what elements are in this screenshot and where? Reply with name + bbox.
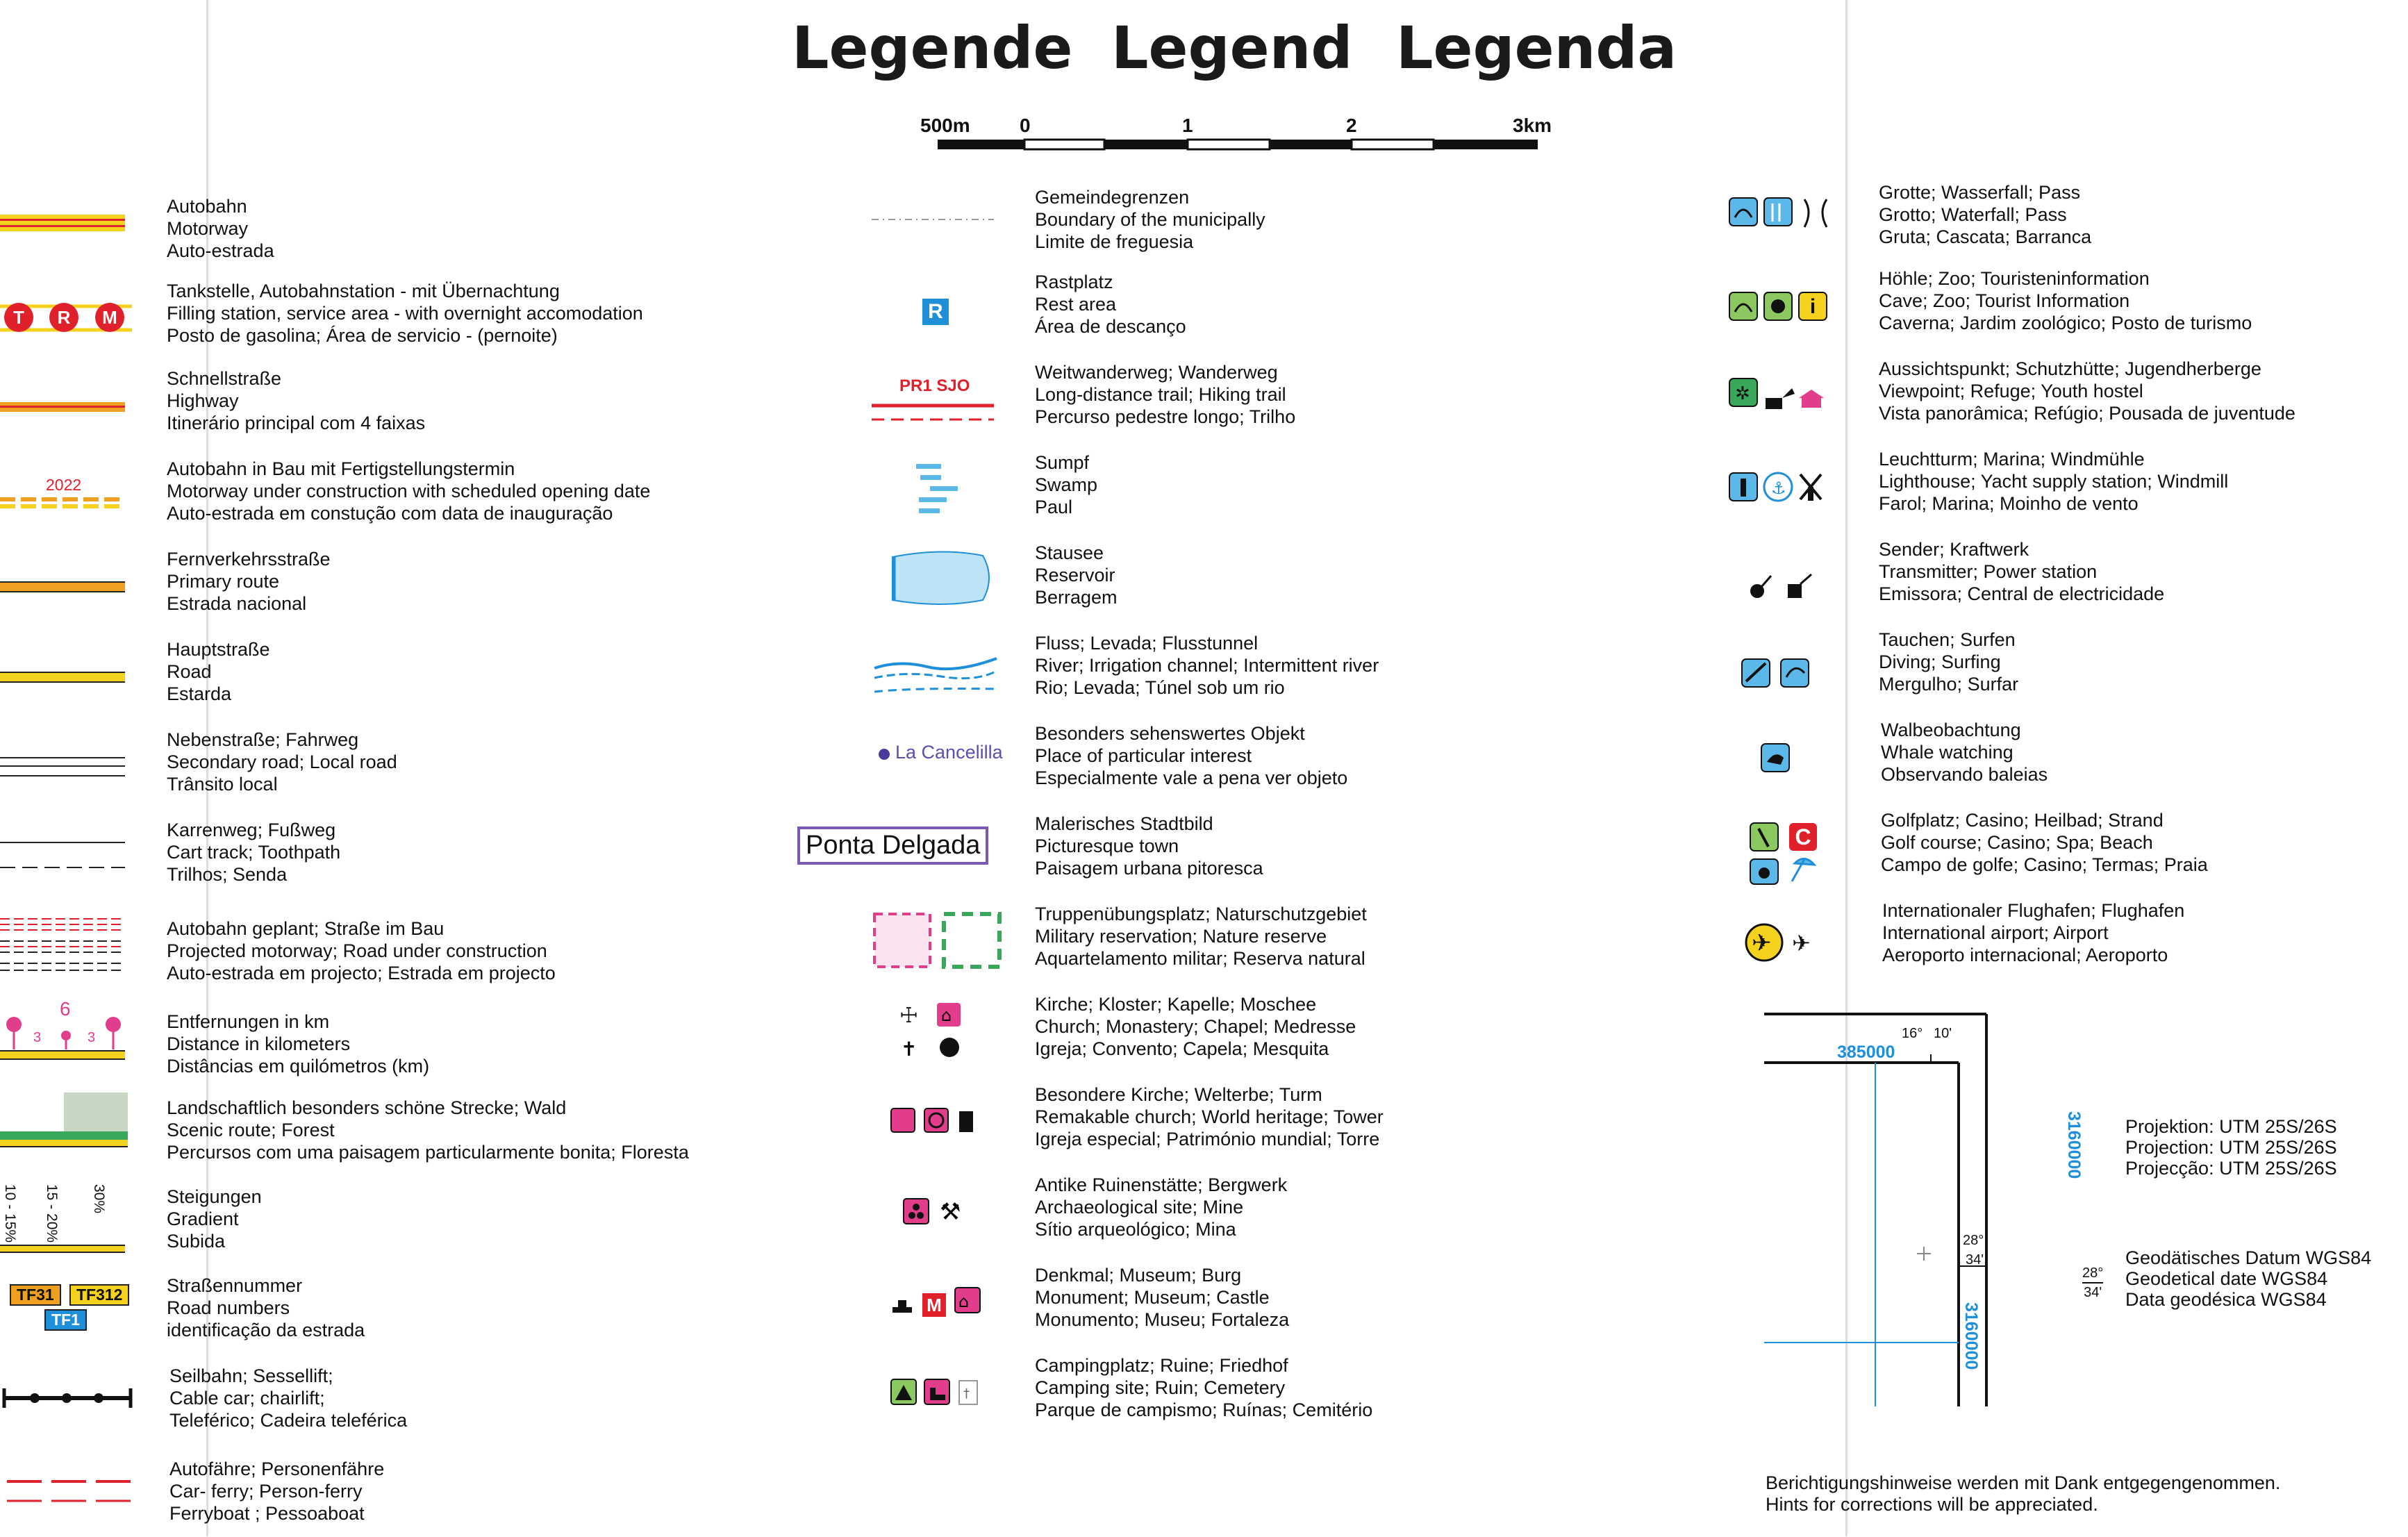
legend-text-en: Cart track; Toothpath (167, 842, 341, 863)
ferry-line-symbol (0, 1448, 135, 1524)
svg-text:☩: ☩ (899, 1004, 918, 1028)
legend-text-pt: identificação da estrada (167, 1320, 365, 1340)
legend-text-pt: Vista panorâmica; Refúgio; Pousada de juventude (1879, 403, 2295, 424)
legend-text-de: Besondere Kirche; Welterbe; Turm (1035, 1084, 1322, 1105)
projection-en: Projection: UTM 25S/26S (2125, 1137, 2337, 1158)
legend-row-golf (1716, 809, 2403, 898)
legend-text-pt: Auto-estrada (167, 240, 274, 261)
legend-text-pt: Estarda (167, 683, 232, 704)
legend-text-de: Tankstelle, Autobahnstation - mit Übernachtung (167, 281, 560, 301)
legend-text-de: Karrenweg; Fußweg (167, 820, 336, 840)
datum-en: Geodetical date WGS84 (2125, 1268, 2328, 1289)
legend-row-motorway-construction (0, 455, 799, 544)
legend-text-en: Long-distance trail; Hiking trail (1035, 384, 1286, 405)
diving-surfing-icons (1716, 629, 1841, 705)
legend-text-en: Cable car; chairlift; (169, 1388, 325, 1409)
boundary-line-symbol (872, 181, 997, 257)
legend-text-en: Swamp (1035, 474, 1098, 495)
reserve-areas-symbol (872, 903, 1011, 979)
legend-text-pt: Área de descanço (1035, 316, 1186, 337)
legend-text-pt: Sítio arqueológico; Mina (1035, 1219, 1236, 1240)
cable-car-symbol (0, 1358, 135, 1434)
legend-text-pt: Itinerário principal com 4 faixas (167, 413, 426, 433)
legend-text-pt: Posto de gasolina; Área de servicio - (pernoite) (167, 325, 558, 346)
river-symbol (872, 632, 1004, 708)
legend-text-en: Place of particular interest (1035, 745, 1252, 766)
legend-row-secondary-road (0, 726, 799, 815)
grid-longitude (1902, 1026, 1923, 1042)
legend-text-pt: Auto-estrada em projecto; Estrada em projecto (167, 963, 556, 983)
motorway-line-symbol (0, 184, 128, 260)
legend-row-grotto (1716, 177, 2403, 266)
legend-text-pt: Monumento; Museu; Fortaleza (1035, 1309, 1290, 1330)
title-portuguese: Legenda (1396, 14, 1677, 82)
legend-text-pt: Teleférico; Cadeira teleférica (169, 1410, 408, 1431)
camping-ruin-cemetery-icons (886, 1354, 997, 1431)
projected-motorway-symbol (0, 906, 128, 983)
legend-text-de: Rastplatz (1035, 272, 1113, 292)
legend-text-de: Autobahn in Bau mit Fertigstellungstermin (167, 458, 515, 479)
place-dot-icon (879, 749, 890, 760)
legend-text-de: Campingplatz; Ruine; Friedhof (1035, 1355, 1288, 1376)
svg-text:⚒: ⚒ (940, 1198, 961, 1226)
legend-text-pt: Campo de golfe; Casino; Termas; Praia (1881, 854, 2208, 875)
legend-text-pt: Trânsito local (167, 774, 278, 795)
legend-text-de: Nebenstraße; Fahrweg (167, 729, 359, 750)
legend-row-motorway (0, 184, 799, 273)
legend-text-de: Sumpf (1035, 452, 1090, 473)
legend-row-viewpoint (1716, 358, 2403, 447)
legend-text-de: Gemeindegrenzen (1035, 187, 1190, 208)
rest-area-icon: R (922, 299, 949, 325)
legend-text-de: Besonders sehenswertes Objekt (1035, 723, 1305, 744)
legend-text-en: Grotto; Waterfall; Pass (1879, 204, 2067, 225)
whale-icon (1716, 719, 1841, 795)
legend-row-whale-watching (1716, 719, 2403, 808)
legend-text-pt: Caverna; Jardim zoológico; Posto de turismo (1879, 313, 2252, 333)
legend-text-pt: Paisagem urbana pitoresca (1035, 858, 1263, 879)
latitude-degrees: 28° (1963, 1233, 1984, 1248)
legend-row-scenic-route (0, 1087, 799, 1176)
legend-text-pt: Aeroporto internacional; Aeroporto (1882, 945, 2168, 965)
legend-row-camping (795, 1354, 1497, 1443)
construction-line-symbol (0, 462, 128, 538)
legend-text-de: Walbeobachtung (1881, 720, 2021, 740)
legend-text-pt: Ferryboat ; Pessoaboat (169, 1503, 365, 1524)
middle-legend-column (795, 174, 1497, 1535)
reservoir-symbol (886, 542, 997, 618)
legend-text-pt: Trilhos; Senda (167, 864, 288, 885)
longitude-minutes: 10' (1934, 1026, 1952, 1041)
legend-text-en: Lighthouse; Yacht supply station; Windmill (1879, 471, 2229, 492)
legend-text-de: Aussichtspunkt; Schutzhütte; Jugendherberge (1879, 358, 2261, 379)
legend-row-rest-area (795, 271, 1497, 360)
legend-text-pt: Auto-estrada em constução com data de inauguração (167, 503, 613, 524)
legend-text-de: Golfplatz; Casino; Heilbad; Strand (1881, 810, 2164, 831)
corrections-note (1766, 1472, 2280, 1515)
datum-info (2125, 1247, 2371, 1310)
legend-text-de: Seilbahn; Sessellift; (169, 1365, 333, 1386)
legend-text-en: Projected motorway; Road under construction (167, 940, 547, 961)
legend-text-pt: Estrada nacional (167, 593, 307, 614)
legend-row-long-distance-trail (795, 361, 1497, 450)
legend-text-en: International airport; Airport (1882, 922, 2109, 943)
legend-text-en: Camping site; Ruin; Cemetery (1035, 1377, 1286, 1398)
legend-text-de: Tauchen; Surfen (1879, 629, 2016, 650)
swamp-symbol (892, 451, 976, 528)
legend-text-de: Autobahn geplant; Straße im Bau (167, 918, 445, 939)
legend-text-en: Primary route (167, 571, 280, 592)
legend-row-road-numbers (0, 1268, 799, 1356)
cart-track-line-symbol (0, 816, 128, 892)
legend-text-pt: Observando baleias (1881, 764, 2048, 785)
legend-row-car-ferry (0, 1448, 799, 1537)
station-letter: R (57, 307, 71, 328)
legend-row-remarkable-church (795, 1083, 1497, 1172)
legend-row-swamp (795, 451, 1497, 540)
datum-minutes: 34' (2084, 1285, 2102, 1300)
svg-text:✈: ✈ (1792, 930, 1811, 956)
gradient-label: 30% (91, 1184, 107, 1214)
datum-degrees: 28° (2082, 1264, 2103, 1283)
legend-text-en: Reservoir (1035, 565, 1115, 585)
gradient-label: 15 - 20% (44, 1184, 60, 1243)
legend-text-en: Remakable church; World heritage; Tower (1035, 1106, 1384, 1127)
legend-row-primary-route (0, 545, 799, 634)
scale-bar-graphic (938, 137, 1563, 153)
ruin-mine-icons (899, 1174, 983, 1250)
legend-text-pt: Paul (1035, 497, 1073, 517)
legend-text-pt: Limite de freguesia (1035, 231, 1194, 252)
legend-text-de: Antike Ruinenstätte; Bergwerk (1035, 1174, 1288, 1195)
datum-pt: Data geodésica WGS84 (2125, 1289, 2327, 1310)
scale-label: 1 (1182, 115, 1193, 136)
legend-row-cable-car (0, 1358, 799, 1447)
legend-text-en: Golf course; Casino; Spa; Beach (1881, 832, 2153, 853)
svg-text:⚓: ⚓ (1771, 479, 1786, 498)
northing-side-label: 3160000 (2064, 1111, 2084, 1179)
opening-year-label: 2022 (46, 476, 82, 494)
grotto-waterfall-pass-icons (1716, 177, 1841, 254)
legend-text-de: Schnellstraße (167, 368, 282, 389)
datum-coordinate-mark (2082, 1264, 2103, 1302)
station-letter: T (13, 307, 24, 328)
legend-text-de: Straßennummer (167, 1275, 303, 1296)
legend-text-de: Hauptstraße (167, 639, 270, 660)
road-line-symbol (0, 635, 128, 712)
legend-row-reservoir (795, 542, 1497, 631)
legend-row-military-nature (795, 903, 1497, 992)
datum-de: Geodätisches Datum WGS84 (2125, 1247, 2372, 1268)
gradient-road-symbol (0, 1177, 128, 1254)
legend-text-de: Fluss; Levada; Flusstunnel (1035, 633, 1259, 654)
golf-spa-beach-icons (1716, 809, 1841, 886)
legend-text-pt: Rio; Levada; Túnel sob um rio (1035, 677, 1285, 698)
legend-row-filling-station (0, 274, 799, 363)
legend-text-en: Cave; Zoo; Tourist Information (1879, 290, 2130, 311)
legend-text-en: Distance in kilometers (167, 1033, 351, 1054)
transmitter-power-icons (1716, 538, 1841, 615)
distance-number: 6 (60, 998, 71, 1020)
legend-row-distances (0, 997, 799, 1086)
easting-label: 385000 (1837, 1042, 1895, 1062)
note-de: Berichtigungshinweise werden mit Dank entgegengenommen. (1766, 1472, 2281, 1493)
legend-text-en: Church; Monastery; Chapel; Medresse (1035, 1016, 1356, 1037)
heritage-icons (886, 1083, 997, 1160)
legend-text-en: Highway (167, 390, 239, 411)
legend-row-airport (1716, 899, 2403, 988)
title-english: Legend (1111, 14, 1353, 82)
airport-icons (1716, 899, 1841, 976)
legend-text-en: Road numbers (167, 1297, 290, 1318)
note-en: Hints for corrections will be appreciated. (1766, 1494, 2098, 1515)
legend-text-pt: Percursos com uma paisagem particularmente bonita; Floresta (167, 1142, 689, 1163)
lighthouse-marina-windmill-icons (1716, 448, 1841, 524)
legend-text-en: Gradient (167, 1208, 239, 1229)
svg-text:✈: ✈ (1752, 929, 1772, 957)
legend-text-pt: Igreja especial; Património mundial; Torre (1035, 1129, 1380, 1149)
legend-text-en: Rest area (1035, 294, 1117, 315)
town-label-box: Ponta Delgada (797, 826, 988, 865)
northing-label: 3160000 (1961, 1302, 1981, 1370)
place-label: La Cancelilla (895, 742, 1003, 763)
trail-line-symbol (872, 361, 997, 438)
legend-row-cave-zoo (1716, 267, 2403, 356)
tourist-info-icon: i (1809, 295, 1816, 318)
legend-text-pt: Parque de campismo; Ruínas; Cemitério (1035, 1399, 1373, 1420)
legend-text-pt: Igreja; Convento; Capela; Mesquita (1035, 1038, 1329, 1059)
legend-text-en: Diving; Surfing (1879, 651, 2001, 672)
legend-text-en: Car- ferry; Person-ferry (169, 1481, 363, 1502)
legend-text-en: River; Irrigation channel; Intermittent river (1035, 655, 1379, 676)
legend-text-de: Leuchtturm; Marina; Windmühle (1879, 449, 2145, 470)
legend-text-de: Autobahn (167, 196, 247, 217)
legend-text-en: Motorway under construction with scheduled opening date (167, 481, 651, 501)
legend-text-en: Viewpoint; Refuge; Youth hostel (1879, 381, 2143, 401)
legend-row-lighthouse (1716, 448, 2403, 537)
scenic-route-symbol (0, 1087, 128, 1163)
legend-row-ruin-site (795, 1174, 1497, 1263)
legend-text-de: Truppenübungsplatz; Naturschutzgebiet (1035, 904, 1367, 924)
legend-row-river (795, 632, 1497, 721)
legend-row-picturesque-town (795, 813, 1497, 902)
scale-label: 3km (1513, 115, 1552, 136)
legend-text-de: Höhle; Zoo; Touristeninformation (1879, 268, 2150, 289)
legend-text-pt: Mergulho; Surfar (1879, 674, 2019, 695)
svg-text:⌂: ⌂ (941, 1006, 952, 1025)
legend-text-en: Scenic route; Forest (167, 1120, 335, 1140)
legend-text-pt: Percurso pedestre longo; Trilho (1035, 406, 1296, 427)
legend-text-pt: Distâncias em quilómetros (km) (167, 1056, 430, 1077)
legend-text-pt: Aquartelamento militar; Reserva natural (1035, 948, 1365, 969)
road-number-badge: TF31 (10, 1284, 61, 1306)
legend-text-pt: Farol; Marina; Moinho de vento (1879, 493, 2139, 514)
legend-titles (764, 14, 1677, 97)
legend-row-cart-track (0, 816, 799, 905)
legend-text-pt: Subida (167, 1231, 226, 1252)
trail-label: PR1 SJO (899, 376, 970, 395)
legend-text-de: Grotte; Wasserfall; Pass (1879, 182, 2081, 203)
scale-bar (903, 115, 1563, 163)
svg-text:✲: ✲ (1735, 383, 1750, 404)
distance-number: 3 (33, 1030, 42, 1045)
legend-row-transmitter (1716, 538, 2403, 627)
legend-text-de: Sender; Kraftwerk (1879, 539, 2029, 560)
coordinate-grid-diagram (1764, 1011, 2292, 1406)
legend-row-gradient (0, 1177, 799, 1266)
projection-de: Projektion: UTM 25S/26S (2125, 1116, 2337, 1137)
museum-icon: M (922, 1293, 946, 1317)
legend-text-pt: Especialmente vale a pena ver objeto (1035, 767, 1348, 788)
legend-row-diving (1716, 629, 2403, 717)
legend-row-projected-motorway (0, 906, 799, 995)
legend-row-highway (0, 365, 799, 454)
road-number-badge: TF1 (44, 1309, 87, 1331)
longitude-degrees: 16° (1902, 1026, 1923, 1041)
legend-text-en: Transmitter; Power station (1879, 561, 2098, 582)
left-legend-column (0, 174, 799, 1535)
legend-text-de: Stausee (1035, 542, 1104, 563)
legend-text-de: Malerisches Stadtbild (1035, 813, 1213, 834)
legend-text-de: Steigungen (167, 1186, 262, 1207)
road-number-badge: TF312 (69, 1284, 129, 1306)
svg-text:⌂: ⌂ (958, 1292, 970, 1311)
grid-lines (1764, 1011, 2292, 1406)
legend-text-de: Internationaler Flughafen; Flughafen (1882, 900, 2185, 921)
highway-line-symbol (0, 365, 128, 441)
legend-text-de: Weitwanderweg; Wanderweg (1035, 362, 1278, 383)
legend-row-municipal-boundary (795, 181, 1497, 269)
legend-row-place-of-interest (795, 722, 1497, 811)
legend-text-en: Boundary of the municipally (1035, 209, 1265, 230)
scale-label: 0 (1020, 115, 1031, 136)
legend-row-church (795, 993, 1497, 1082)
legend-text-pt: Gruta; Cascata; Barranca (1879, 226, 2092, 247)
legend-text-en: Whale watching (1881, 742, 2013, 763)
scale-label: 2 (1346, 115, 1357, 136)
legend-text-en: Picturesque town (1035, 836, 1179, 856)
projection-info (2125, 1116, 2337, 1179)
legend-text-de: Entfernungen in km (167, 1011, 330, 1032)
church-icons (892, 993, 976, 1070)
legend-text-en: Road (167, 661, 212, 682)
scale-label: 500m (920, 115, 970, 136)
gradient-label: 10 - 15% (2, 1184, 18, 1243)
legend-text-de: Denkmal; Museum; Burg (1035, 1265, 1242, 1286)
legend-text-en: Archaeological site; Mine (1035, 1197, 1244, 1218)
legend-row-road (0, 635, 799, 724)
legend-text-en: Monument; Museum; Castle (1035, 1287, 1270, 1308)
legend-text-de: Fernverkehrsstraße (167, 549, 331, 570)
distance-number: 3 (88, 1030, 96, 1045)
legend-text-pt: Berragem (1035, 587, 1118, 608)
legend-text-de: Kirche; Kloster; Kapelle; Moschee (1035, 994, 1317, 1015)
svg-text:✝: ✝ (901, 1038, 917, 1061)
legend-text-pt: Emissora; Central de electricidade (1879, 583, 2165, 604)
legend-text-en: Military reservation; Nature reserve (1035, 926, 1327, 947)
viewpoint-refuge-hostel-icons (1716, 358, 1841, 434)
svg-text:†: † (963, 1386, 970, 1401)
legend-text-en: Motorway (167, 218, 249, 239)
legend-text-en: Filling station, service area - with overnight accomodation (167, 303, 643, 324)
legend-text-de: Autofähre; Personenfähre (169, 1459, 385, 1479)
title-german: Legende (792, 14, 1073, 82)
station-letter: M (102, 307, 117, 328)
projection-pt: Projecção: UTM 25S/26S (2125, 1158, 2337, 1179)
latitude-minutes: 34' (1966, 1252, 1984, 1268)
legend-text-de: Landschaftlich besonders schöne Strecke; Wald (167, 1097, 567, 1118)
secondary-road-line-symbol (0, 726, 128, 802)
casino-icon: C (1795, 824, 1811, 849)
primary-route-line-symbol (0, 545, 128, 622)
legend-row-monument (795, 1264, 1497, 1353)
legend-text-en: Secondary road; Local road (167, 751, 397, 772)
